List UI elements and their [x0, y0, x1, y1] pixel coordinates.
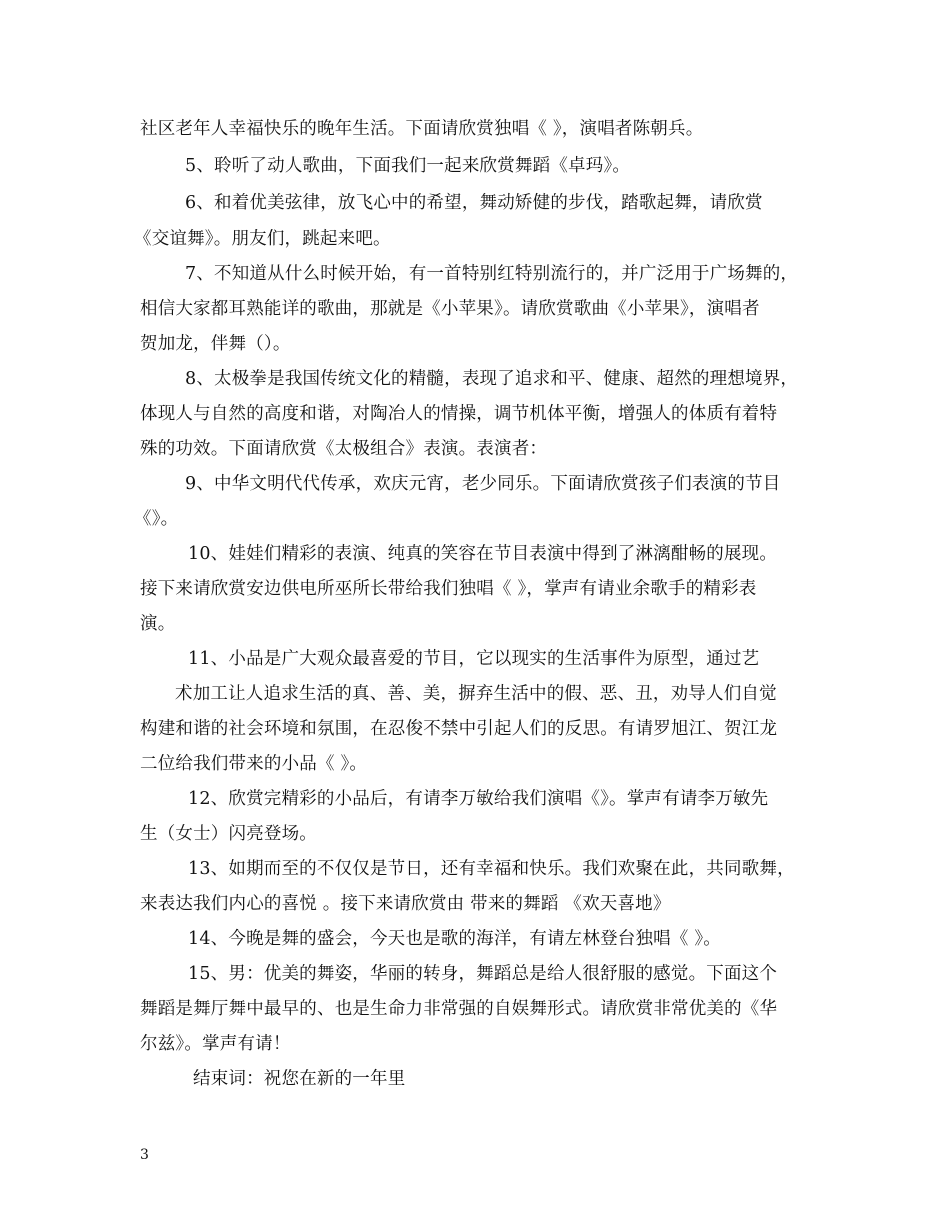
text-line: 13、如期而至的不仅仅是节日，还有幸福和快乐。我们欢聚在此，共同歌舞， — [188, 859, 795, 879]
text-line: 结束词：祝您在新的一年里 — [193, 1069, 406, 1089]
text-line: 12、欣赏完精彩的小品后，有请李万敏给我们演唱《》。掌声有请李万敏先 — [188, 789, 769, 809]
text-line: 二位给我们带来的小品《 》。 — [140, 754, 368, 774]
text-line: 相信大家都耳熟能详的歌曲，那就是《小苹果》。请欣赏歌曲《小苹果》，演唱者 — [140, 299, 760, 319]
text-line: 来表达我们内心的喜悦 。接下来请欣赏由 带来的舞蹈 《欢天喜地》 — [140, 894, 671, 914]
text-line: 社区老年人幸福快乐的晚年生活。下面请欣赏独唱《 》，演唱者陈朝兵。 — [140, 119, 704, 139]
text-line: 体现人与自然的高度和谐，对陶冶人的情操，调节机体平衡，增强人的体质有着特 — [140, 404, 778, 424]
text-line: 《》。 — [134, 509, 179, 529]
text-line: 构建和谐的社会环境和氛围，在忍俊不禁中引起人们的反思。有请罗旭江、贺江龙 — [140, 719, 778, 739]
text-line: 接下来请欣赏安边供电所巫所长带给我们独唱《 》，掌声有请业余歌手的精彩表 — [140, 579, 757, 599]
text-line: 尔兹》。掌声有请！ — [140, 1034, 291, 1054]
text-line: 6、和着优美弦律，放飞心中的希望，舞动矫健的步伐，踏歌起舞，请欣赏 — [185, 193, 763, 213]
text-line: 贺加龙，伴舞（）。 — [140, 334, 291, 354]
text-line: 舞蹈是舞厅舞中最早的、也是生命力非常强的自娱舞形式。请欣赏非常优美的《华 — [140, 999, 778, 1019]
text-line: 14、今晚是舞的盛会，今天也是歌的海洋，有请左林登台独唱《 》。 — [188, 929, 721, 949]
text-line: 8、太极拳是我国传统文化的精髓，表现了追求和平、健康、超然的理想境界， — [185, 369, 799, 389]
text-line: 9、中华文明代代传承，欢庆元宵，老少同乐。下面请欣赏孩子们表演的节目 — [185, 474, 781, 494]
text-line: 术加工让人追求生活的真、善、美，摒弃生活中的假、恶、丑，劝导人们自觉 — [175, 684, 777, 704]
text-line: 生（女士）闪亮登场。 — [140, 824, 317, 844]
text-line: 15、男：优美的舞姿，华丽的转身，舞蹈总是给人很舒服的感觉。下面这个 — [188, 964, 778, 984]
text-line: 《交谊舞》。朋友们，跳起来吧。 — [134, 229, 391, 249]
text-line: 殊的功效。下面请欣赏《太极组合》表演。表演者： — [140, 439, 548, 459]
text-line: 7、不知道从什么时候开始，有一首特别红特别流行的，并广泛用于广场舞的， — [185, 264, 799, 284]
text-line: 演。 — [140, 614, 176, 634]
text-line: 10、娃娃们精彩的表演、纯真的笑容在节目表演中得到了淋漓酣畅的展现。 — [188, 544, 778, 564]
page-number: 3 — [140, 1147, 149, 1163]
text-line: 5、聆听了动人歌曲，下面我们一起来欣赏舞蹈《卓玛》。 — [185, 156, 631, 176]
text-line: 11、小品是广大观众最喜爱的节目，它以现实的生活事件为原型，通过艺 — [188, 649, 760, 669]
